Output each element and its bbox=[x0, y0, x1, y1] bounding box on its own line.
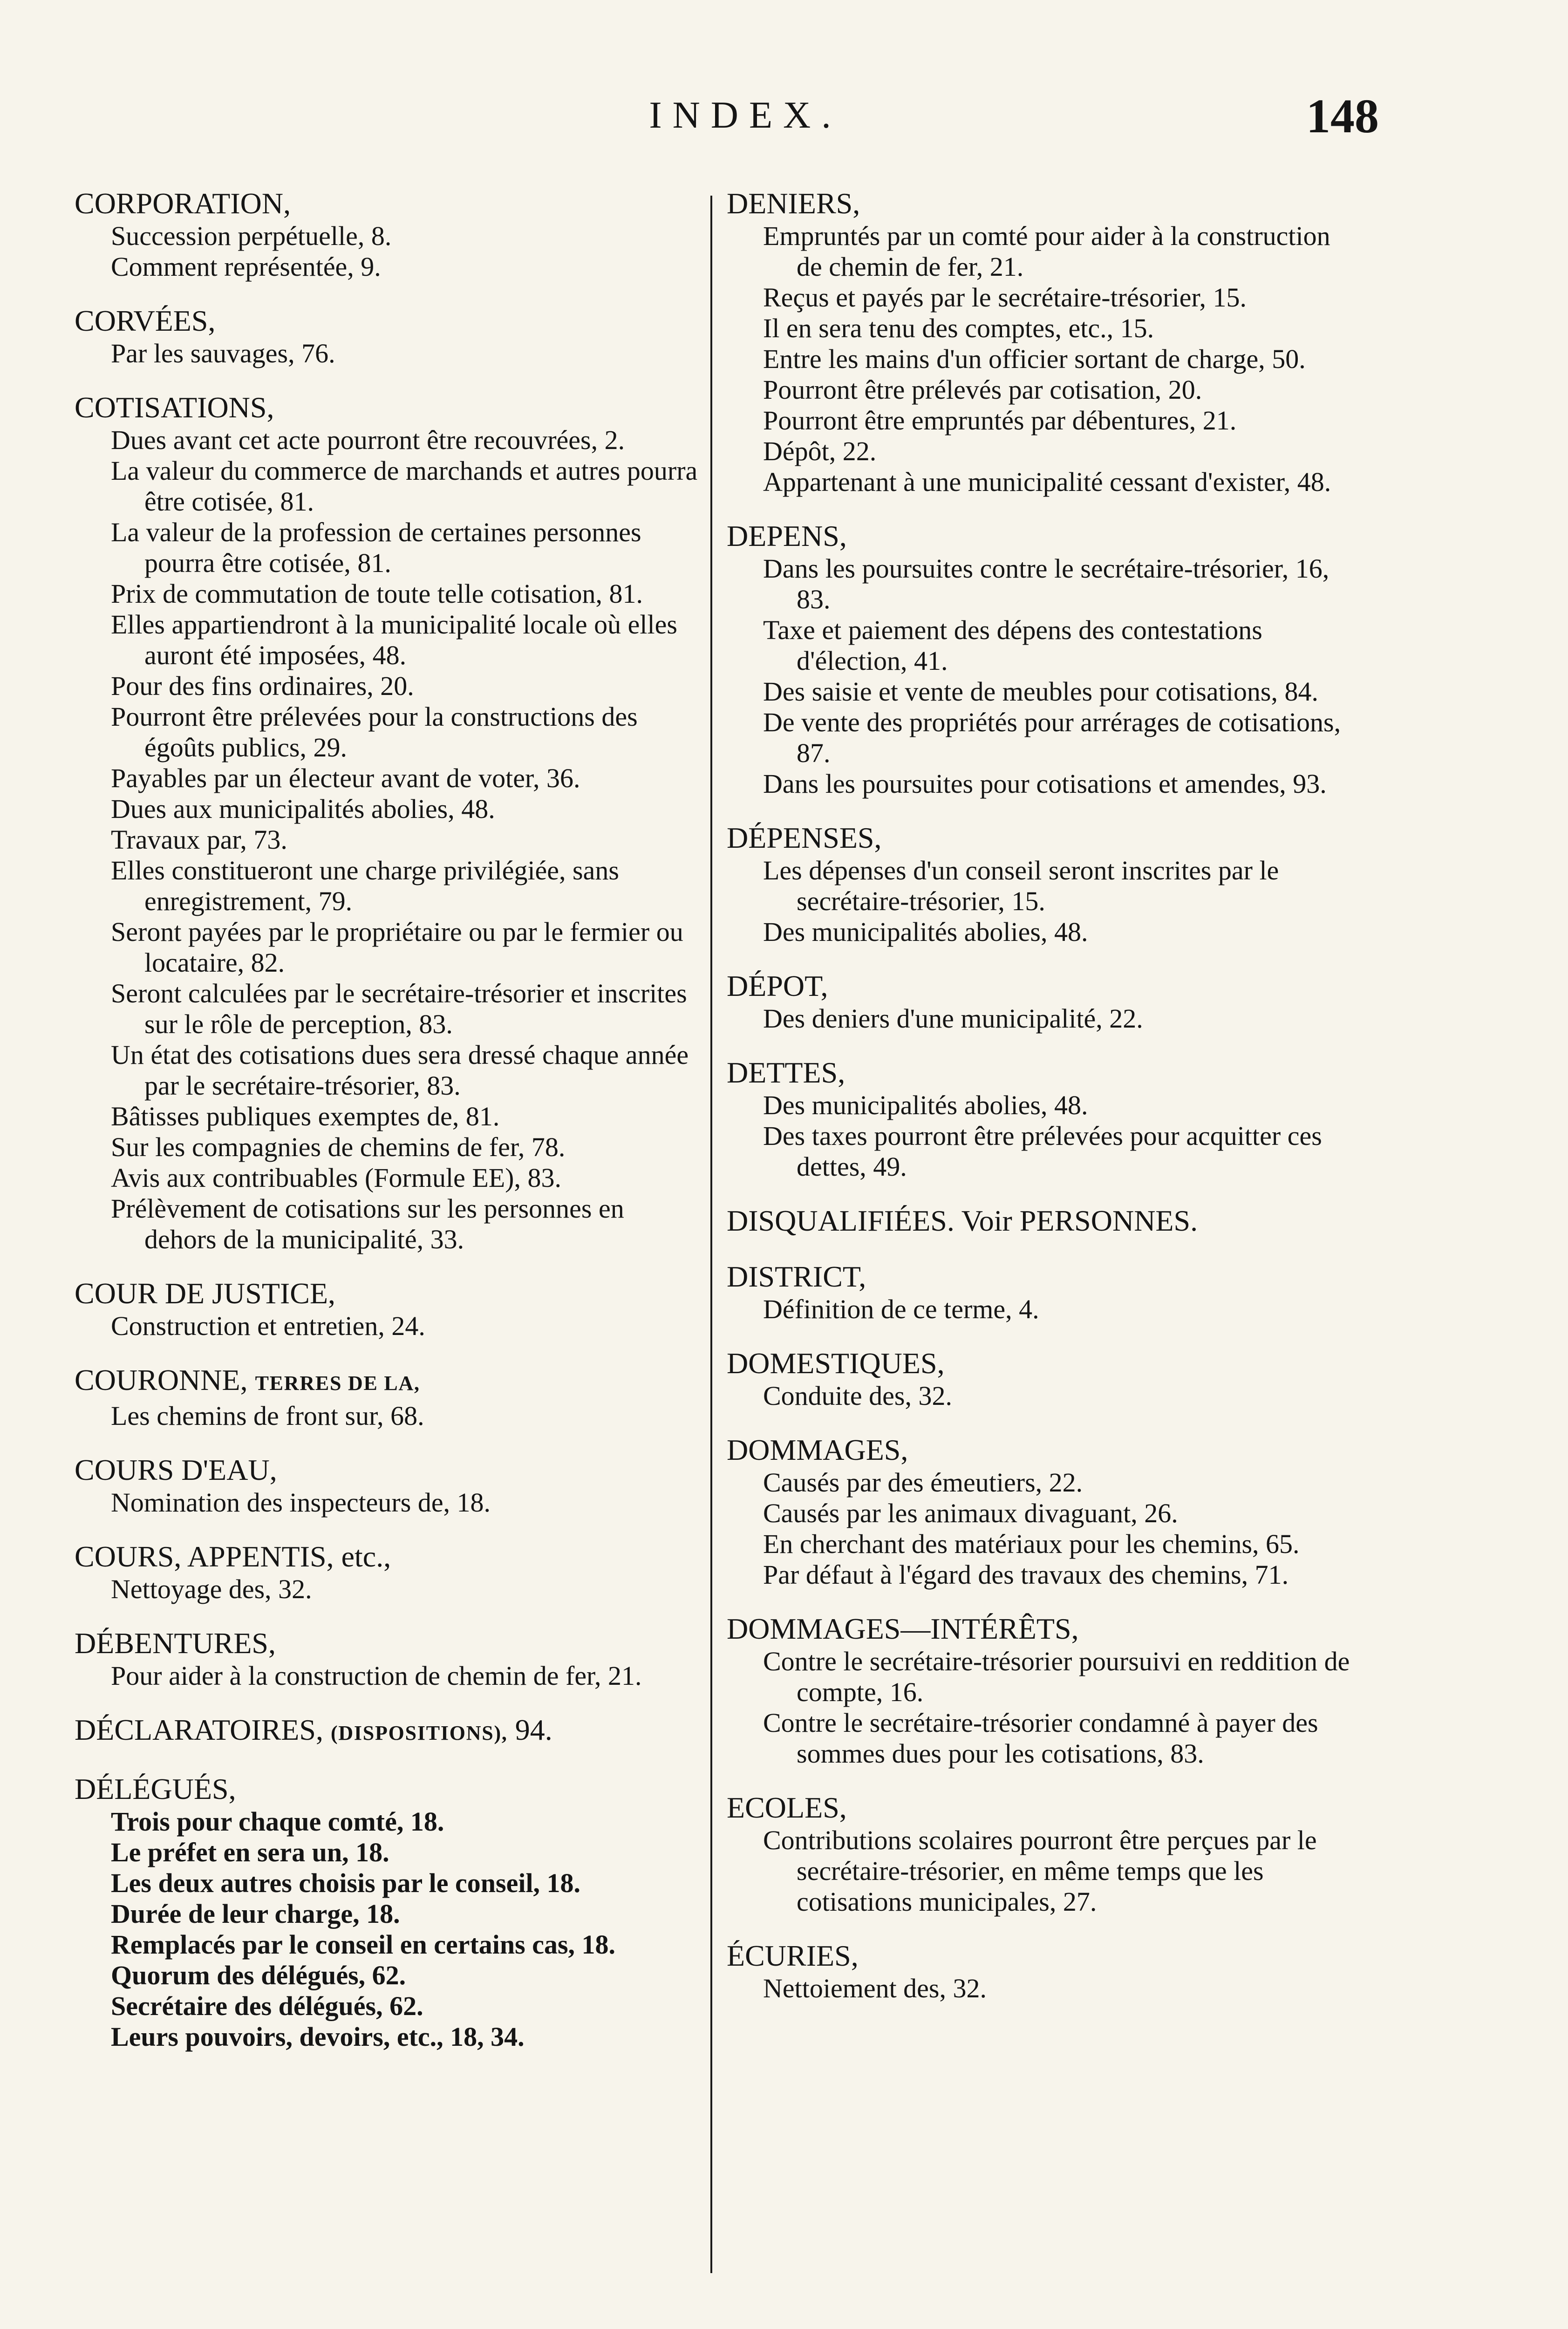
index-entry bbox=[727, 1204, 1360, 1238]
page-number: 148 bbox=[1306, 89, 1379, 143]
entry-heading bbox=[75, 304, 699, 338]
index-entry bbox=[727, 1346, 1360, 1411]
entry-heading bbox=[75, 186, 699, 221]
index-entry bbox=[727, 969, 1360, 1034]
index-entry bbox=[75, 390, 699, 1255]
entry-subitem: Payables par un électeur avant de voter, 36. bbox=[111, 763, 580, 793]
index-entry bbox=[727, 821, 1360, 947]
entry-subitem: Sur les compagnies de chemins de fer, 78. bbox=[111, 1132, 566, 1162]
entry-subitem: Pourront être empruntés par débentures, 21. bbox=[763, 405, 1237, 436]
entry-subitem: Les dépenses d'un conseil seront inscrites par le secrétaire-trésorier, 15. bbox=[763, 855, 1279, 916]
entry-heading-text: DISQUALIFIÉES. Voir PERSONNES. bbox=[727, 1204, 1198, 1237]
index-entry bbox=[75, 1453, 699, 1518]
entry-heading-text: DOMMAGES—INTÉRÊTS, bbox=[727, 1612, 1079, 1645]
entry-subitem: Empruntés par un comté pour aider à la construction de chemin de fer, 21. bbox=[763, 221, 1330, 282]
entry-heading bbox=[75, 1626, 699, 1661]
entry-heading-text: DISTRICT, bbox=[727, 1260, 866, 1293]
entry-heading bbox=[727, 1204, 1360, 1238]
entry-subitem: Trois pour chaque comté, 18. bbox=[111, 1806, 444, 1837]
entry-subitem: En cherchant des matériaux pour les chemins, 65. bbox=[763, 1529, 1300, 1559]
entry-heading bbox=[75, 1772, 699, 1806]
entry-heading-text: DÉPENSES, bbox=[727, 821, 882, 854]
entry-heading-text: DOMESTIQUES, bbox=[727, 1347, 945, 1380]
index-entry bbox=[727, 1791, 1360, 1917]
entry-subitem: Bâtisses publiques exemptes de, 81. bbox=[111, 1101, 500, 1131]
entry-heading-text: DENIERS, bbox=[727, 187, 860, 220]
entry-subitem: Pourront être prélevés par cotisation, 20. bbox=[763, 375, 1202, 405]
entry-heading bbox=[727, 1433, 1360, 1467]
entry-subitem: Comment représentée, 9. bbox=[111, 252, 381, 282]
entry-subitem: Des municipalités abolies, 48. bbox=[763, 1090, 1088, 1120]
entry-subitem: Des deniers d'une municipalité, 22. bbox=[763, 1003, 1143, 1034]
entry-subitem: Dans les poursuites pour cotisations et amendes, 93. bbox=[763, 769, 1327, 799]
index-entry bbox=[727, 186, 1360, 497]
entry-heading bbox=[727, 186, 1360, 221]
entry-subitem: Il en sera tenu des comptes, etc., 15. bbox=[763, 313, 1154, 343]
index-entry bbox=[727, 1939, 1360, 2004]
entry-heading-tail: 94. bbox=[507, 1713, 552, 1746]
entry-subitem: Prélèvement de cotisations sur les personnes en dehors de la municipalité, 33. bbox=[111, 1193, 624, 1254]
left-column bbox=[75, 186, 699, 2074]
entry-subitem: Quorum des délégués, 62. bbox=[111, 1960, 406, 1990]
entry-heading bbox=[75, 1713, 699, 1750]
entry-subitem: Dépôt, 22. bbox=[763, 436, 877, 466]
entry-subitem: Entre les mains d'un officier sortant de charge, 50. bbox=[763, 344, 1306, 374]
entry-heading-text: COTISATIONS, bbox=[75, 391, 274, 424]
entry-subitem: La valeur de la profession de certaines personnes pourra être cotisée, 81. bbox=[111, 517, 641, 578]
entry-subitem: Seront payées par le propriétaire ou par le fermier ou locataire, 82. bbox=[111, 917, 683, 978]
entry-subitem: Nettoyage des, 32. bbox=[111, 1574, 312, 1604]
entry-subitem: Leurs pouvoirs, devoirs, etc., 18, 34. bbox=[111, 2022, 525, 2052]
index-entry bbox=[75, 1772, 699, 2052]
entry-heading bbox=[727, 1791, 1360, 1825]
entry-subitem: Des municipalités abolies, 48. bbox=[763, 917, 1088, 947]
entry-subitem: Contre le secrétaire-trésorier poursuivi en reddition de compte, 16. bbox=[763, 1646, 1350, 1707]
entry-heading-text: CORPORATION, bbox=[75, 187, 291, 220]
entry-subitem: Pour aider à la construction de chemin de fer, 21. bbox=[111, 1661, 642, 1691]
entry-subitem: Dues aux municipalités abolies, 48. bbox=[111, 794, 495, 824]
entry-heading bbox=[727, 1260, 1360, 1294]
index-entry bbox=[75, 1276, 699, 1342]
entry-subitem: Conduite des, 32. bbox=[763, 1381, 952, 1411]
entry-heading-text: DÉPOT, bbox=[727, 969, 828, 1002]
entry-subitem: Pour des fins ordinaires, 20. bbox=[111, 671, 414, 701]
entry-subitem: Contre le secrétaire-trésorier condamné à payer des sommes dues pour les cotisations, 83. bbox=[763, 1708, 1318, 1769]
entry-subitem: Elles constitueront une charge privilégiée, sans enregistrement, 79. bbox=[111, 855, 619, 916]
entry-heading bbox=[727, 1612, 1360, 1646]
entry-subitem: Seront calculées par le secrétaire-trésorier et inscrites sur le rôle de perception, 83. bbox=[111, 978, 687, 1039]
index-entry bbox=[75, 1713, 699, 1750]
entry-heading-text: COURS, APPENTIS, etc., bbox=[75, 1540, 391, 1573]
entry-subitem: Nomination des inspecteurs de, 18. bbox=[111, 1487, 491, 1518]
entry-subitem: Dans les poursuites contre le secrétaire-trésorier, 16, 83. bbox=[763, 553, 1329, 614]
entry-subitem: Elles appartiendront à la municipalité locale où elles auront été imposées, 48. bbox=[111, 609, 677, 670]
entry-subitem: Un état des cotisations dues sera dressé chaque année par le secrétaire-trésorier, 83. bbox=[111, 1040, 689, 1101]
entry-heading-text: CORVÉES, bbox=[75, 304, 216, 337]
entry-subitem: Construction et entretien, 24. bbox=[111, 1311, 425, 1341]
entry-subitem: Nettoiement des, 32. bbox=[763, 1973, 987, 2003]
entry-subitem: Des taxes pourront être prélevées pour acquitter ces dettes, 49. bbox=[763, 1121, 1322, 1182]
entry-subitem: Des saisie et vente de meubles pour cotisations, 84. bbox=[763, 676, 1318, 707]
entry-heading-text: DETTES, bbox=[727, 1056, 845, 1089]
entry-subitem: Par les sauvages, 76. bbox=[111, 338, 335, 368]
entry-subitem: Par défaut à l'égard des travaux des chemins, 71. bbox=[763, 1559, 1289, 1590]
right-column bbox=[727, 186, 1360, 2025]
entry-heading bbox=[75, 1539, 699, 1574]
entry-heading-text: DÉLÉGUÉS, bbox=[75, 1772, 236, 1805]
entry-subitem: Dues avant cet acte pourront être recouvrées, 2. bbox=[111, 425, 625, 455]
entry-heading-text: COURONNE, bbox=[75, 1363, 248, 1396]
entry-heading-text: COURS D'EAU, bbox=[75, 1453, 277, 1486]
entry-subitem: Causés par des émeutiers, 22. bbox=[763, 1467, 1083, 1498]
running-head: INDEX. bbox=[649, 94, 842, 136]
entry-heading-smallcaps: TERRES DE LA, bbox=[255, 1372, 420, 1395]
entry-subitem: Taxe et paiement des dépens des contestations d'élection, 41. bbox=[763, 615, 1262, 676]
entry-heading-text: DÉCLARATOIRES, bbox=[75, 1713, 323, 1746]
index-entry bbox=[75, 186, 699, 282]
entry-subitem: Appartenant à une municipalité cessant d'exister, 48. bbox=[763, 467, 1331, 497]
entry-subitem: Le préfet en sera un, 18. bbox=[111, 1837, 389, 1867]
index-entry bbox=[75, 1539, 699, 1605]
entry-subitem: Secrétaire des délégués, 62. bbox=[111, 1991, 423, 2021]
index-entry bbox=[75, 304, 699, 369]
entry-subitem: Travaux par, 73. bbox=[111, 824, 287, 855]
index-entry bbox=[75, 1363, 699, 1431]
entry-heading bbox=[75, 1276, 699, 1311]
entry-subitem: Durée de leur charge, 18. bbox=[111, 1899, 400, 1929]
entry-subitem: Les chemins de front sur, 68. bbox=[111, 1401, 424, 1431]
entry-subitem: La valeur du commerce de marchands et autres pourra être cotisée, 81. bbox=[111, 456, 698, 517]
entry-heading bbox=[727, 1939, 1360, 1973]
index-entry bbox=[727, 1260, 1360, 1325]
entry-heading bbox=[75, 1363, 699, 1401]
entry-subitem: De vente des propriétés pour arrérages de cotisations, 87. bbox=[763, 707, 1341, 768]
index-entry bbox=[727, 1612, 1360, 1769]
entry-subitem: Définition de ce terme, 4. bbox=[763, 1294, 1039, 1324]
entry-heading bbox=[75, 1453, 699, 1487]
entry-subitem: Succession perpétuelle, 8. bbox=[111, 221, 392, 251]
index-entry bbox=[727, 519, 1360, 799]
entry-subitem: Prix de commutation de toute telle cotisation, 81. bbox=[111, 579, 643, 609]
entry-heading bbox=[727, 1346, 1360, 1381]
entry-heading-smallcaps: (DISPOSITIONS), bbox=[330, 1722, 508, 1744]
entry-heading bbox=[727, 1056, 1360, 1090]
entry-heading-text: ECOLES, bbox=[727, 1791, 847, 1824]
entry-subitem: Avis aux contribuables (Formule EE), 83. bbox=[111, 1163, 561, 1193]
column-rule bbox=[710, 196, 712, 2273]
entry-subitem: Contributions scolaires pourront être perçues par le secrétaire-trésorier, en même temps que les cotisations municipales, 27. bbox=[763, 1825, 1317, 1917]
entry-heading-text: COUR DE JUSTICE, bbox=[75, 1277, 336, 1310]
entry-subitem: Remplacés par le conseil en certains cas, 18. bbox=[111, 1929, 616, 1960]
entry-subitem: Causés par les animaux divaguant, 26. bbox=[763, 1498, 1178, 1528]
index-entry bbox=[727, 1056, 1360, 1182]
entry-subitem: Pourront être prélevées pour la constructions des égoûts publics, 29. bbox=[111, 701, 638, 763]
entry-heading bbox=[727, 969, 1360, 1003]
entry-heading-text: ÉCURIES, bbox=[727, 1939, 859, 1972]
entry-subitem: Les deux autres choisis par le conseil, 18. bbox=[111, 1868, 581, 1898]
entry-subitem: Reçus et payés par le secrétaire-trésorier, 15. bbox=[763, 282, 1247, 313]
entry-heading-text: DOMMAGES, bbox=[727, 1433, 908, 1466]
index-entry bbox=[727, 1433, 1360, 1590]
index-entry bbox=[75, 1626, 699, 1691]
entry-heading-text: DEPENS, bbox=[727, 519, 847, 552]
entry-heading bbox=[727, 821, 1360, 855]
entry-heading bbox=[75, 390, 699, 425]
entry-heading-text: DÉBENTURES, bbox=[75, 1627, 276, 1660]
entry-heading bbox=[727, 519, 1360, 553]
